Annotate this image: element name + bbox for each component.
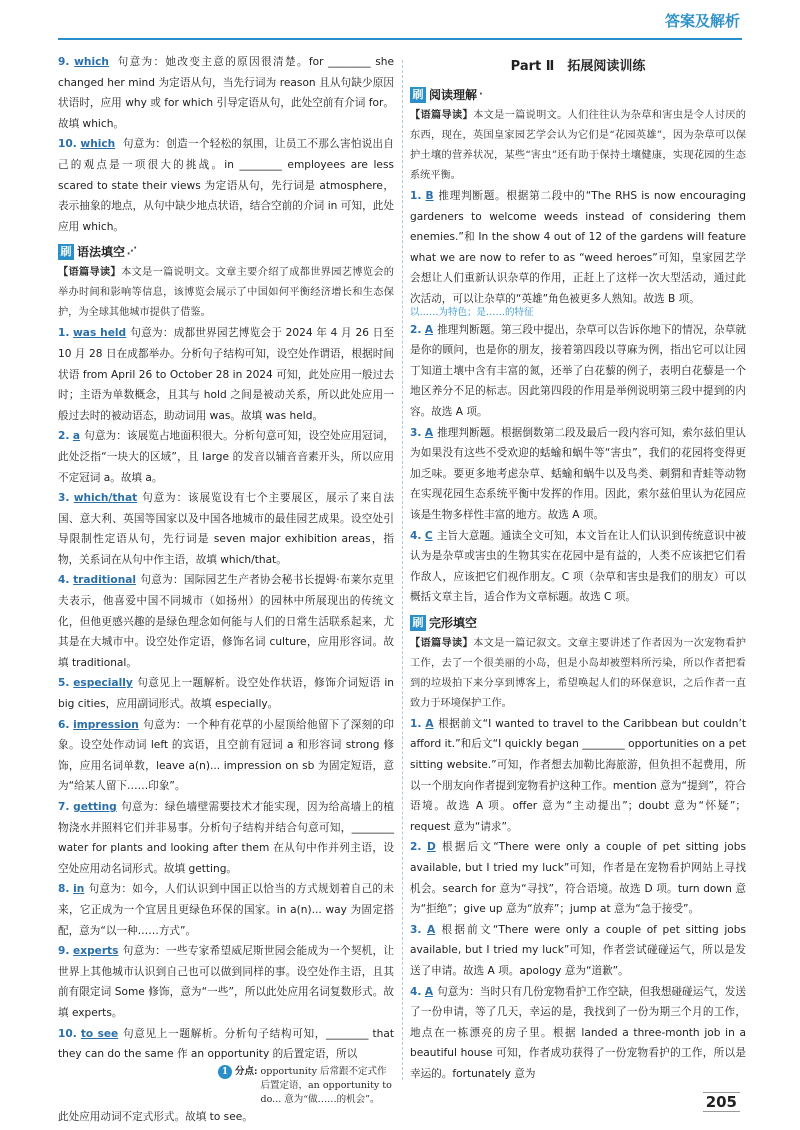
- answer-item: [410, 526, 746, 608]
- guide-label: 【语篇导读】: [410, 110, 474, 121]
- guide-text: 本文是一篇说明文。文章主要介绍了成都世界园艺博览会的举办时间和影响等信息，该博览会展示了中国如何平衡经济增长和生态保护，为全球其他城市提供了借鉴。: [58, 267, 394, 319]
- item-answer: was held: [73, 327, 127, 340]
- answer-item: [410, 982, 746, 1085]
- section-badge: 刷: [410, 87, 426, 103]
- part-title: Part Ⅱ 拓展阅读训练: [510, 59, 646, 74]
- tip-box: [218, 1065, 394, 1107]
- item-explanation: 句意为：当时只有几份宠物看护工作空缺，但我想碰碰运气，发送了一份申请，等了几天，幸运的是，我找到了一份为期三个月的工作，地点在一栋漂亮的房子里。根据 landed a three-month job in a beautiful house 可知，作者成功获得了一份宠物看护的工作，所以是幸运的。fortunately 意为: [410, 985, 746, 1080]
- item-number: 9.: [58, 945, 70, 958]
- guide-text: 本文是一篇记叙文。文章主要讲述了作者因为一次宠物看护工作，去了一个很美丽的小岛，但是小岛却被塑料所污染，所以作者把看到的垃圾拍下来分享到博客上，希望唤起人们的环保意识，之后作者一直致力于环境保护工作。: [410, 637, 746, 709]
- answer-item: [58, 1024, 394, 1065]
- item-number: 7.: [58, 801, 70, 813]
- section-title: 语法填空: [77, 245, 126, 260]
- item-explanation: 句意见上一题解析。分析句子结构可知，________ that they can do the same 作 an opportunity 的后置定语，所以: [58, 1027, 394, 1061]
- answer-item: [58, 134, 394, 237]
- item-number: 2.: [410, 323, 422, 336]
- grammar-answer-list: [58, 323, 394, 1064]
- item-answer: A: [424, 323, 434, 336]
- item-explanation: 句意为：成都世界园艺博览会于 2024 年 4 月 26 日至 10 月 28 日在成都举办。分析句子结构可知，设空处作谓语，根据时间状语 from April 26 to October 28 in 2024 可知，此处应用一般过去时；主语为单数概念，且其与 hold 之间是被动关系，所以此处应用一般过去时的被动语态，助动词用 was。故填 was held。: [58, 327, 394, 422]
- item-explanation: 句意为：该展览占地面积很大。分析句意可知，设空处应用冠词，此处泛指“一块大的区域”，且 large 的发音以辅音音素开头，所以应用不定冠词 a。故填 a。: [58, 430, 394, 484]
- passage-guide: [58, 263, 394, 323]
- item-answer: getting: [73, 801, 117, 813]
- item-number: 4.: [410, 985, 422, 998]
- item-number: 2.: [58, 430, 70, 443]
- item-number: 9.: [58, 56, 70, 68]
- item-number: 1.: [410, 717, 422, 730]
- cloze-section-heading: [410, 614, 746, 632]
- item-answer: A: [427, 923, 436, 936]
- item-answer: to see: [80, 1027, 119, 1040]
- item-explanation: 推理判断题。根据第二段中的“The RHS is now encouraging gardeners to welcome weeds instead of considering them enemies.”和 In the show 4 out of 12 of the gardens will feature what we are now to refer to as “weed heroes”可知，皇家园艺学会想让人们重新认识杂草的作用，正赶上了这样一次大型活动，通过此次活动，可以让杂草的“英雄”角色被更多人熟知。故选 B 项。: [410, 190, 746, 305]
- item-number: 1.: [410, 190, 422, 202]
- answer-item: [58, 879, 394, 941]
- item-number: 10.: [58, 1027, 77, 1040]
- item-answer: A: [424, 426, 434, 439]
- tip-label: 分点:: [235, 1065, 258, 1077]
- answer-item: [58, 715, 394, 797]
- item-answer: which: [80, 138, 116, 151]
- column-divider: [402, 60, 403, 1080]
- item-answer: in: [73, 883, 85, 896]
- item-explanation: 根据后文“There were only a couple of pet sitting jobs available, but I tried my luck”可知，作者是在宠物看护网站上寻找机会。search for 意为“寻找”，符合语境。故选 D 项。turn down 意为“拒绝”；give up 意为“放弃”；jump at 意为“急于接受”。: [410, 841, 746, 916]
- guide-label: 【语篇导读】: [410, 637, 474, 649]
- item-number: 3.: [410, 426, 422, 439]
- answer-item: [58, 52, 394, 134]
- item-number: 1.: [58, 327, 70, 340]
- item-answer: which/that: [73, 492, 138, 505]
- answer-item: [410, 423, 746, 526]
- reading-section-heading: [410, 86, 746, 104]
- section-mark: ⋰: [127, 246, 138, 258]
- vocab-note: 以……为特色；是……的特征: [410, 306, 534, 318]
- item-explanation: 句意为：她改变主意的原因很清楚。for ________ she changed her mind 为定语从句，当先行词为 reason 且从句缺少原因状语时，应用 why 或 for which 引导定语从句，此处空前有介词 for。故填 which。: [58, 56, 394, 130]
- item-number: 2.: [410, 841, 422, 854]
- item-answer: traditional: [73, 574, 137, 587]
- item-answer: especially: [73, 677, 133, 690]
- item-explanation: 根据前文“There were only a couple of pet sitting jobs available, but I tried my luck”可知，作者尝试碰碰运气，所以是发送了申请。故选 A 项。apology 意为“道歉”。: [410, 923, 746, 977]
- answer-item: [58, 488, 394, 570]
- guide-text: 本文是一篇说明文。人们往往认为杂草和害虫是令人讨厌的东西，现在，英国皇家园艺学会认为它们是“花园英雄”，因为杂草可以保护土壤的营养状况，某些“害虫”还有助于保持土壤健康，实现花园的生态系统平衡。: [410, 110, 746, 181]
- item-explanation: 推理判断题。第三段中提出，杂草可以告诉你地下的情况，杂草就是你的顾问，也是你的朋友，接着第四段以荨麻为例，指出它可以让园丁知道土壤中含有丰富的氮，还举了白花藜的例子，表明白花藜是一个地区养分不足的标志。因此第四段的作用是举例说明第三段中提到的内容。故选 A 项。: [410, 323, 746, 418]
- item-explanation: 句意为：国际园艺生产者协会秘书长提姆·布莱尔克里夫表示，他喜爱中国不同城市（如扬州）的园林中所展现出的传统文化，但他更感兴趣的是绿色理念如何能与人们的日常生活联系起来，尤其是在大城市中。设空处作定语，修饰名词 culture，应用形容词。故填 traditional。: [58, 574, 394, 669]
- item-answer: which: [74, 56, 109, 68]
- answer-item: [410, 920, 746, 982]
- item-answer: impression: [73, 718, 139, 731]
- header-title: 答案及解析: [664, 12, 740, 30]
- item-explanation: 句意为：绿色墙壁需要技术才能实现，因为给高墙上的植物浇水并照料它们并非易事。分析句子结构并结合句意可知，________ water for plants and looking after them 在从句中作并列主语，设空处应用动名词形式。故填 getting。: [58, 801, 394, 875]
- section-title: 阅读理解: [429, 88, 478, 102]
- answer-item: [58, 941, 394, 1023]
- section-badge: 刷: [410, 615, 426, 631]
- answer-item: [410, 186, 746, 310]
- answer-item: [410, 837, 746, 919]
- item-answer: a: [72, 430, 81, 443]
- tip-badge: 1: [218, 1065, 232, 1079]
- item-continuation: 此处应用动词不定式形式。故填 to see。: [58, 1110, 253, 1123]
- item-number: 10.: [58, 138, 77, 151]
- section-mark: ·: [479, 89, 483, 100]
- item-answer: A: [424, 985, 434, 998]
- item-answer: C: [424, 529, 433, 542]
- item-explanation: 根据前文“I wanted to travel to the Caribbean but couldn’t afford it.”和后文“I quickly began ________ opportunities on a pet sitting website.”可知，作者想去加勒比海旅游，但负担不起费用，所以一个朋友向作者提到宠物看护这种工作。mention 意为“提到”，符合语境。故选 A 项。offer 意为“主动提出”；doubt 意为“怀疑”；request 意为“请求”。: [410, 717, 746, 833]
- item-number: 3.: [58, 492, 70, 505]
- section-title: 完形填空: [429, 615, 478, 630]
- guide-label: 【语篇导读】: [58, 267, 122, 279]
- item-answer: experts: [73, 945, 119, 958]
- page-header: [0, 0, 800, 52]
- item-explanation: 句意为：一个种有花草的小屋顶给他留下了深刻的印象。设空处作动词 left 的宾语，且空前有冠词 a 和形容词 strong 修饰，应用名词单数，leave a(n)... impression on sb 为固定短语，意为“给某人留下……印象”。: [58, 718, 394, 793]
- answer-item: [58, 323, 394, 426]
- item-number: 6.: [58, 718, 70, 731]
- item-answer: A: [425, 717, 434, 730]
- passage-guide: [410, 106, 746, 186]
- item-answer: B: [425, 190, 434, 202]
- item-number: 8.: [58, 883, 70, 896]
- grammar-section-heading: [58, 243, 394, 261]
- item-number: 4.: [58, 574, 70, 587]
- answer-item: [410, 320, 746, 423]
- item-explanation: 推理判断题。根据倒数第二段及最后一段内容可知，索尔兹伯里认为如果没有这些不受欢迎的蛞蝓和蜗牛等“害虫”，我们的花园将变得更加乏味。要更多地考虑杂草、蛞蝓和蜗牛以及鸟类、刺猬和青蛙等动物在实现花园生态系统平衡中发挥的作用。因此，索尔兹伯里认为花园应该是生物多样性丰富的地方。故选 A 项。: [410, 426, 746, 521]
- page-number: 205: [703, 1092, 740, 1112]
- cloze-answer-list: [410, 714, 746, 1085]
- item-explanation: 句意为：一些专家希望威尼斯世园会能成为一个契机，让世界上其他城市认识到自己也可以做到同样的事。设空处作主语，且其前有限定词 Some 修饰，意为“一些”，所以此处应用名词复数形式。故填 experts。: [58, 945, 394, 1019]
- answer-item: [58, 570, 394, 673]
- answer-item: [58, 797, 394, 879]
- item-number: 5.: [58, 677, 70, 690]
- item-explanation: 句意为：创造一个轻松的氛围，让员工不那么害怕说出自己的观点是一项很大的挑战。in ________ employees are less scared to state their views 为定语从句，先行词是 atmosphere，表示抽象的地点，从句中缺少地点状语，结合空前的介词 in 可知，此处应用 which。: [58, 138, 395, 233]
- left-column: [58, 52, 394, 1127]
- item-explanation: 句意为：该展览设有七个主要展区，展示了来自法国、意大利、英国等国家以及中国各地城市的最佳园艺成果。设空处引导限制性定语从句，先行词是 seven major exhibition areas，指物，关系词在从句中作主语，故填 which/that。: [58, 492, 395, 566]
- item-number: 3.: [410, 923, 422, 936]
- section-badge: 刷: [58, 244, 74, 260]
- item-answer: D: [426, 841, 436, 854]
- right-column: [410, 52, 746, 1085]
- answer-item: [410, 714, 746, 838]
- item-explanation: 句意见上一题解析。设空处作状语，修饰介词短语 in big cities，应用副词形式。故填 especially。: [58, 677, 394, 711]
- item-number: 4.: [410, 529, 422, 542]
- tip-text: opportunity 后常跟不定式作后置定语，an opportunity to do... 意为“做……的机会”。: [260, 1065, 392, 1105]
- header-rule: [58, 38, 742, 40]
- passage-guide: [410, 634, 746, 714]
- answer-item: [58, 426, 394, 488]
- answer-item: [58, 673, 394, 714]
- item-explanation: 主旨大意题。通读全文可知，本文旨在让人们认识到传统意识中被认为是杂草或害虫的生物其实在花园中是有益的，人类不应该把它们看作敌人，应该把它们视作朋友。C 项（杂草和害虫是我们的朋友）可以概括文章主旨，适合作为文章标题。故选 C 项。: [410, 529, 747, 604]
- item-explanation: 句意为：如今，人们认识到中国正以恰当的方式规划着自己的未来，它正成为一个宜居且更绿色环保的国家。in a(n)... way 为固定搭配，意为“以一种……方式”。: [58, 883, 395, 937]
- reading-answer-list: [410, 186, 746, 608]
